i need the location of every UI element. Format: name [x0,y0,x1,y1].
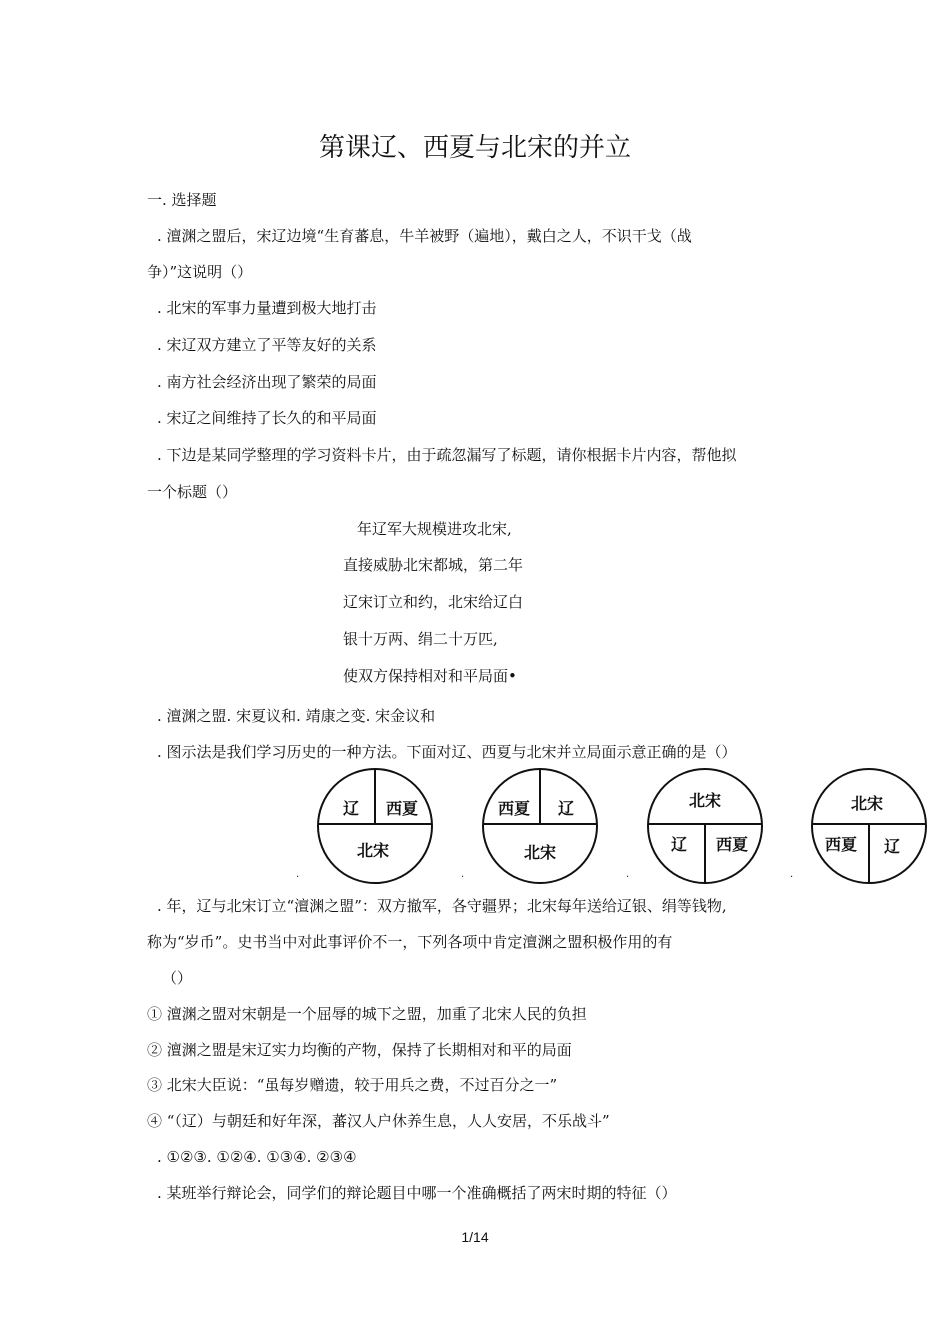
q4-stem-line2: 称为“岁币”。史书当中对此事评价不一，下列各项中肯定澶渊之盟积极作用的有 [147,933,673,951]
q2-stem-line2: 一个标题（） [147,483,238,501]
q2-stem-line1: . 下边是某同学整理的学习资料卡片，由于疏忽漏写了标题，请你根据卡片内容，帮他拟 [157,446,737,464]
page-title: 第课辽、西夏与北宋的并立 [318,133,631,163]
q5-stem: . 某班举行辩论会，同学们的辩论题目中哪一个准确概括了两宋时期的特征（） [157,1184,677,1202]
q2-card-line2: 直接威胁北宋都城，第二年 [343,556,524,574]
q1-option-d: . 宋辽之间维持了长久的和平局面 [157,409,377,427]
diagram-b [478,768,602,884]
q2-card-line3: 辽宋订立和约，北宋给辽白 [343,593,524,611]
q4-stem-line1: . 年，辽与北宋订立“澶渊之盟”：双方撤军，各守疆界；北宋每年送给辽银、绢等钱物, [157,897,727,915]
diagram-c-label-bottom-left: 辽 [670,835,688,854]
diagram-a-label-top-right: 西夏 [385,799,419,818]
q4-options: . ①②③. ①②④. ①③④. ②③④ [157,1148,357,1166]
q4-item-2: ② 澶渊之盟是宋辽实力均衡的产物，保持了长期相对和平的局面 [147,1041,572,1059]
q4-stem-line3: （） [162,969,193,987]
diagram-b-label-top-left: 西夏 [497,799,531,818]
diagram-a-label-top-left: 辽 [342,799,360,818]
q1-stem-line1: . 澶渊之盟后，宋辽边境“生育蕃息，牛羊被野（遍地），戴白之人，不识干戈（战 [157,227,692,245]
diagram-a-label-bottom: 北宋 [356,841,390,860]
q3-stem: . 图示法是我们学习历史的一种方法。下面对辽、西夏与北宋并立局面示意正确的是（） [157,743,737,761]
page-number: 1/14 [461,1229,489,1245]
diagram-a [313,768,437,884]
diagram-d-label-top: 北宋 [850,794,884,813]
diagram-c-label-bottom-right: 西夏 [715,835,749,854]
q1-option-b: . 宋辽双方建立了平等友好的关系 [157,336,377,354]
diagram-c-dot: . [626,869,630,880]
diagram-d-label-bottom-left: 西夏 [824,835,858,854]
section-heading: 一. 选择题 [147,191,217,209]
q2-options: . 澶渊之盟. 宋夏议和. 靖康之变. 宋金议和 [157,707,436,725]
diagram-b-label-bottom: 北宋 [523,843,557,862]
q1-option-c: . 南方社会经济出现了繁荣的局面 [157,373,377,391]
q1-stem-line2: 争）”这说明（） [147,263,253,281]
q2-card-line4: 银十万两、绢二十万匹, [343,630,498,648]
q4-item-4: ④ “（辽）与朝廷和好年深，蕃汉人户休养生息，人人安居，不乐战斗” [147,1112,610,1130]
q2-card-line5: 使双方保持相对和平局面• [343,667,517,685]
diagram-b-label-top-right: 辽 [557,799,575,818]
diagram-b-dot: . [461,869,465,880]
diagram-d-dot: . [790,869,794,880]
diagram-c [643,768,767,884]
diagram-d [807,768,931,884]
diagram-d-label-bottom-right: 辽 [883,837,901,856]
q1-option-a: . 北宋的军事力量遭到极大地打击 [157,299,377,317]
q4-item-3: ③ 北宋大臣说：“虽每岁赠遗，较于用兵之费，不过百分之一” [147,1076,558,1094]
diagram-a-dot: . [296,869,300,880]
q2-card-line1: 年辽军大规模进攻北宋, [357,520,512,538]
q4-item-1: ① 澶渊之盟对宋朝是一个屈辱的城下之盟，加重了北宋人民的负担 [147,1005,587,1023]
diagram-c-label-top: 北宋 [688,791,722,810]
